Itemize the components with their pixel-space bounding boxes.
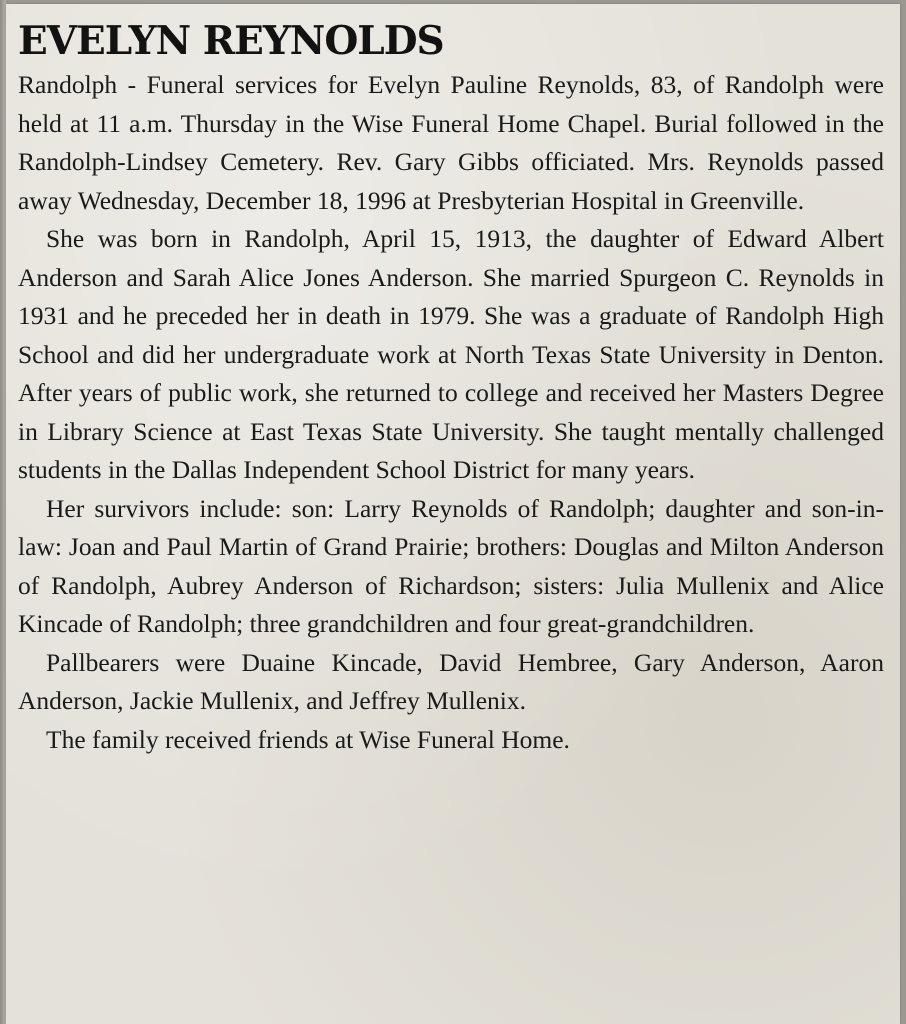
paragraph-biography: She was born in Randolph, April 15, 1913, the daughter of Edward Albert Anderson and Sarah Alice Jones Anderson. She married Spurgeon C. Reynolds in 1931 and he preceded her in death in 1979. She was a graduate of Randolph High School and did her undergraduate work at North Texas State University in Denton. After years of public work, she returned to college and received her Masters Degree in Library Science at East Texas State University. She taught mentally challenged students in the Dallas Independent School District for many years. bbox=[18, 224, 884, 484]
obituary-body bbox=[18, 66, 884, 759]
paragraph-survivors: Her survivors include: son: Larry Reynolds of Randolph; daughter and son-in-law: Joan and Paul Martin of Grand Prairie; brothers: Douglas and Milton Anderson of Randolph, Aubrey Anderson of Richardson; sisters: Julia Mullenix and Alice Kincade of Randolph; three grandchildren and four great-grandchildren. bbox=[18, 493, 884, 638]
paragraph-visitation: The family received friends at Wise Funeral Home. bbox=[46, 724, 570, 754]
paragraph-pallbearers: Pallbearers were Duaine Kincade, David Hembree, Gary Anderson, Aaron Anderson, Jackie Mullenix, and Jeffrey Mullenix. bbox=[18, 647, 884, 715]
obituary-headline: EVELYN REYNOLDS bbox=[18, 18, 444, 64]
paragraph-services: Randolph - Funeral services for Evelyn Pauline Reynolds, 83, of Randolph were held at 11 a.m. Thursday in the Wise Funeral Home Chapel. Burial followed in the Randolph-Lindsey Cemetery. Rev. Gary Gibbs officiated. Mrs. Reynolds passed away Wednesday, December 18, 1996 at Presbyterian Hospital in Greenville. bbox=[18, 70, 884, 215]
newspaper-clipping bbox=[6, 4, 900, 1024]
